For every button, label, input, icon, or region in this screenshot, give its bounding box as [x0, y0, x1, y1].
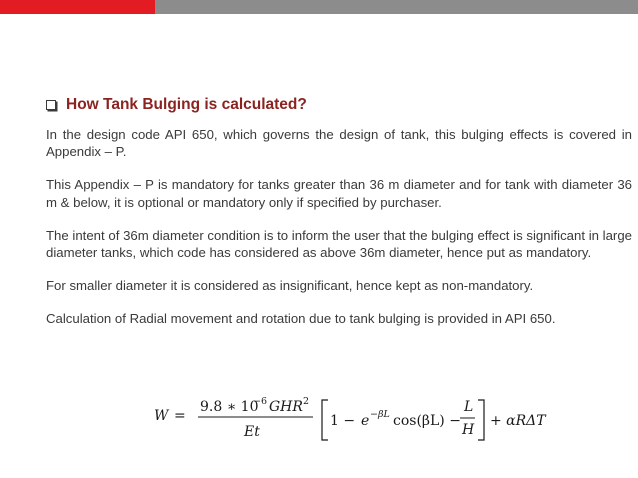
formula-denominator: Et	[244, 424, 260, 440]
formula-e-exponent: −βL	[370, 409, 390, 420]
formula-numerator-vars: GHR	[269, 399, 303, 415]
body-content	[46, 126, 632, 344]
right-square-bracket	[478, 400, 484, 440]
formula-numerator-coef: 9.8 ∗ 10	[200, 399, 259, 415]
gray-accent-block	[155, 0, 638, 14]
red-accent-block	[0, 0, 155, 14]
bulging-formula	[150, 390, 550, 450]
paragraph-smaller-diameter: For smaller diameter it is considered as insignificant, hence kept as non-mandatory.	[46, 278, 534, 294]
paragraph-appendix-intro: In the design code API 650, which governs the design of tank, this bulging effects is covered in Appendix – P.	[46, 127, 632, 160]
formula-cos-term: cos(βL) −	[393, 413, 461, 429]
paragraph-mandatory-condition: This Appendix – P is mandatory for tanks greater than 36 m diameter and for tank with diameter 36 m & below, it is optional or mandatory only if specified by purchaser.	[46, 177, 632, 210]
top-accent-bar	[0, 0, 638, 14]
formula-equals: =	[174, 408, 186, 424]
formula-frac-top: L	[464, 399, 474, 415]
checkbox-bullet-icon	[46, 100, 56, 110]
paragraph-calculation: Calculation of Radial movement and rotation due to tank bulging is provided in API 650.	[46, 311, 556, 327]
left-square-bracket	[322, 400, 328, 440]
paragraph-intent: The intent of 36m diameter condition is to inform the user that the bulging effect is significant in large diameter tanks, which code has considered as above 36m diameter, hence put as mandatory.	[46, 227, 632, 261]
formula-frac-bottom: H	[462, 422, 475, 438]
formula-e-base: e	[361, 413, 370, 429]
formula-lhs: W	[154, 408, 169, 424]
section-heading	[46, 96, 606, 114]
formula-numerator-square: 2	[303, 396, 310, 407]
heading-text: How Tank Bulging is calculated?	[66, 96, 307, 113]
formula-tail: + αRΔT	[490, 413, 546, 429]
formula-numerator-exp: −6	[253, 396, 268, 407]
formula-bracket-one: 1 −	[330, 413, 356, 429]
